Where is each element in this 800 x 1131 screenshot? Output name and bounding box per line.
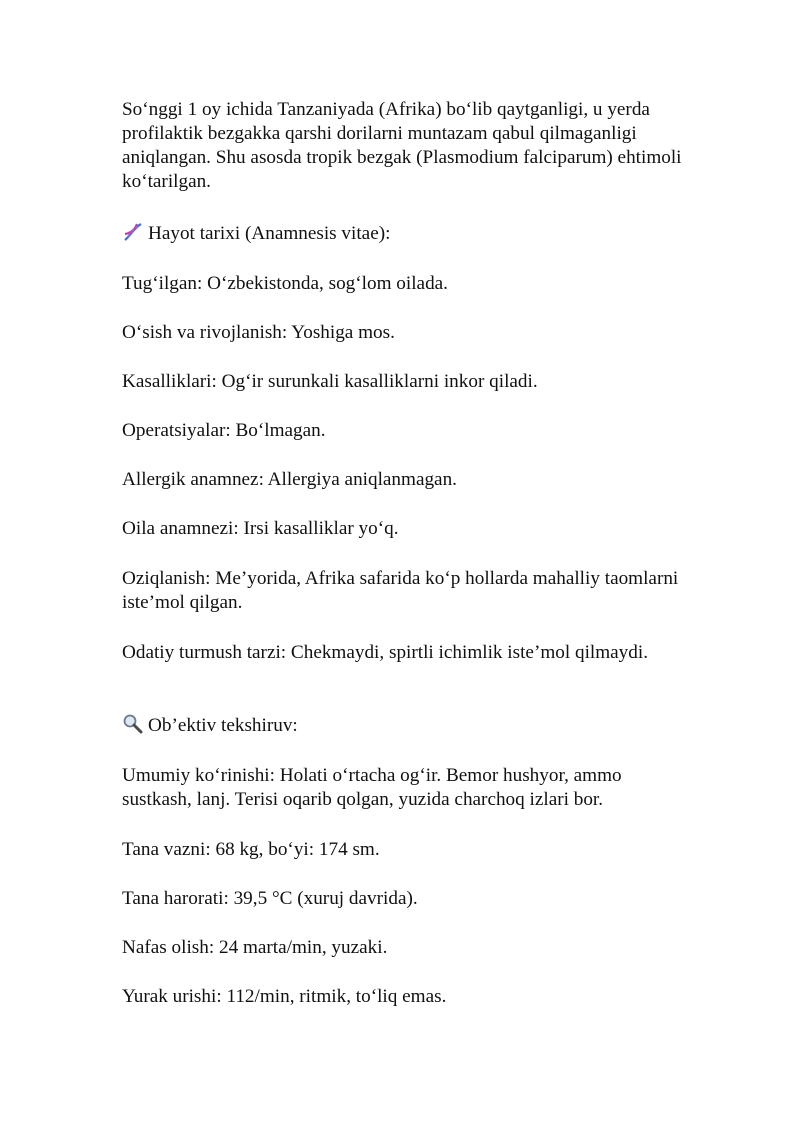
weight-line: Tana vazni: 68 kg, bo‘yi: 174 sm. (122, 839, 380, 860)
born-line: Tug‘ilgan: O‘zbekistonda, sog‘lom oilada. (122, 273, 448, 294)
operations-line: Operatsiyalar: Bo‘lmagan. (122, 420, 326, 441)
life-history-heading (122, 222, 390, 246)
lifestyle-paragraph: Odatiy turmush tarzi: Chekmaydi, spirtli ichimlik iste’mol qilmaydi. (122, 642, 648, 663)
nutrition-paragraph: Oziqlanish: Me’yorida, Afrika safarida ko‘p hollarda mahalliy taomlarni iste’mol qilgan. (122, 568, 679, 613)
breathing-line: Nafas olish: 24 marta/min, yuzaki. (122, 937, 388, 958)
magnifier-icon (122, 713, 144, 735)
objective-title: Ob’ektiv tekshiruv: (148, 715, 298, 736)
allergy-line: Allergik anamnez: Allergiya aniqlanmagan. (122, 469, 457, 490)
objective-heading (122, 714, 298, 738)
dna-icon (122, 221, 144, 243)
appearance-paragraph: Umumiy ko‘rinishi: Holati o‘rtacha og‘ir. Bemor hushyor, ammo sustkash, lanj. Terisi oqarib qolgan, yuzida charchoq izlari bor. (122, 765, 622, 810)
growth-line: O‘sish va rivojlanish: Yoshiga mos. (122, 322, 395, 343)
diseases-line: Kasalliklari: Og‘ir surunkali kasalliklarni inkor qiladi. (122, 371, 538, 392)
intro-paragraph: So‘nggi 1 oy ichida Tanzaniyada (Afrika) bo‘lib qaytganligi, u yerda profilaktik bezgakka qarshi dorilarni muntazam qabul qilmaganligi aniqlangan. Shu asosda tropik bezgak (Plasmodium falciparum) ehtimoli ko‘tarilgan. (122, 99, 682, 192)
life-history-title: Hayot tarixi (Anamnesis vitae): (148, 223, 391, 244)
family-line: Oila anamnezi: Irsi kasalliklar yo‘q. (122, 518, 399, 539)
heart-line: Yurak urishi: 112/min, ritmik, to‘liq emas. (122, 986, 447, 1007)
temperature-line: Tana harorati: 39,5 °C (xuruj davrida). (122, 888, 418, 909)
